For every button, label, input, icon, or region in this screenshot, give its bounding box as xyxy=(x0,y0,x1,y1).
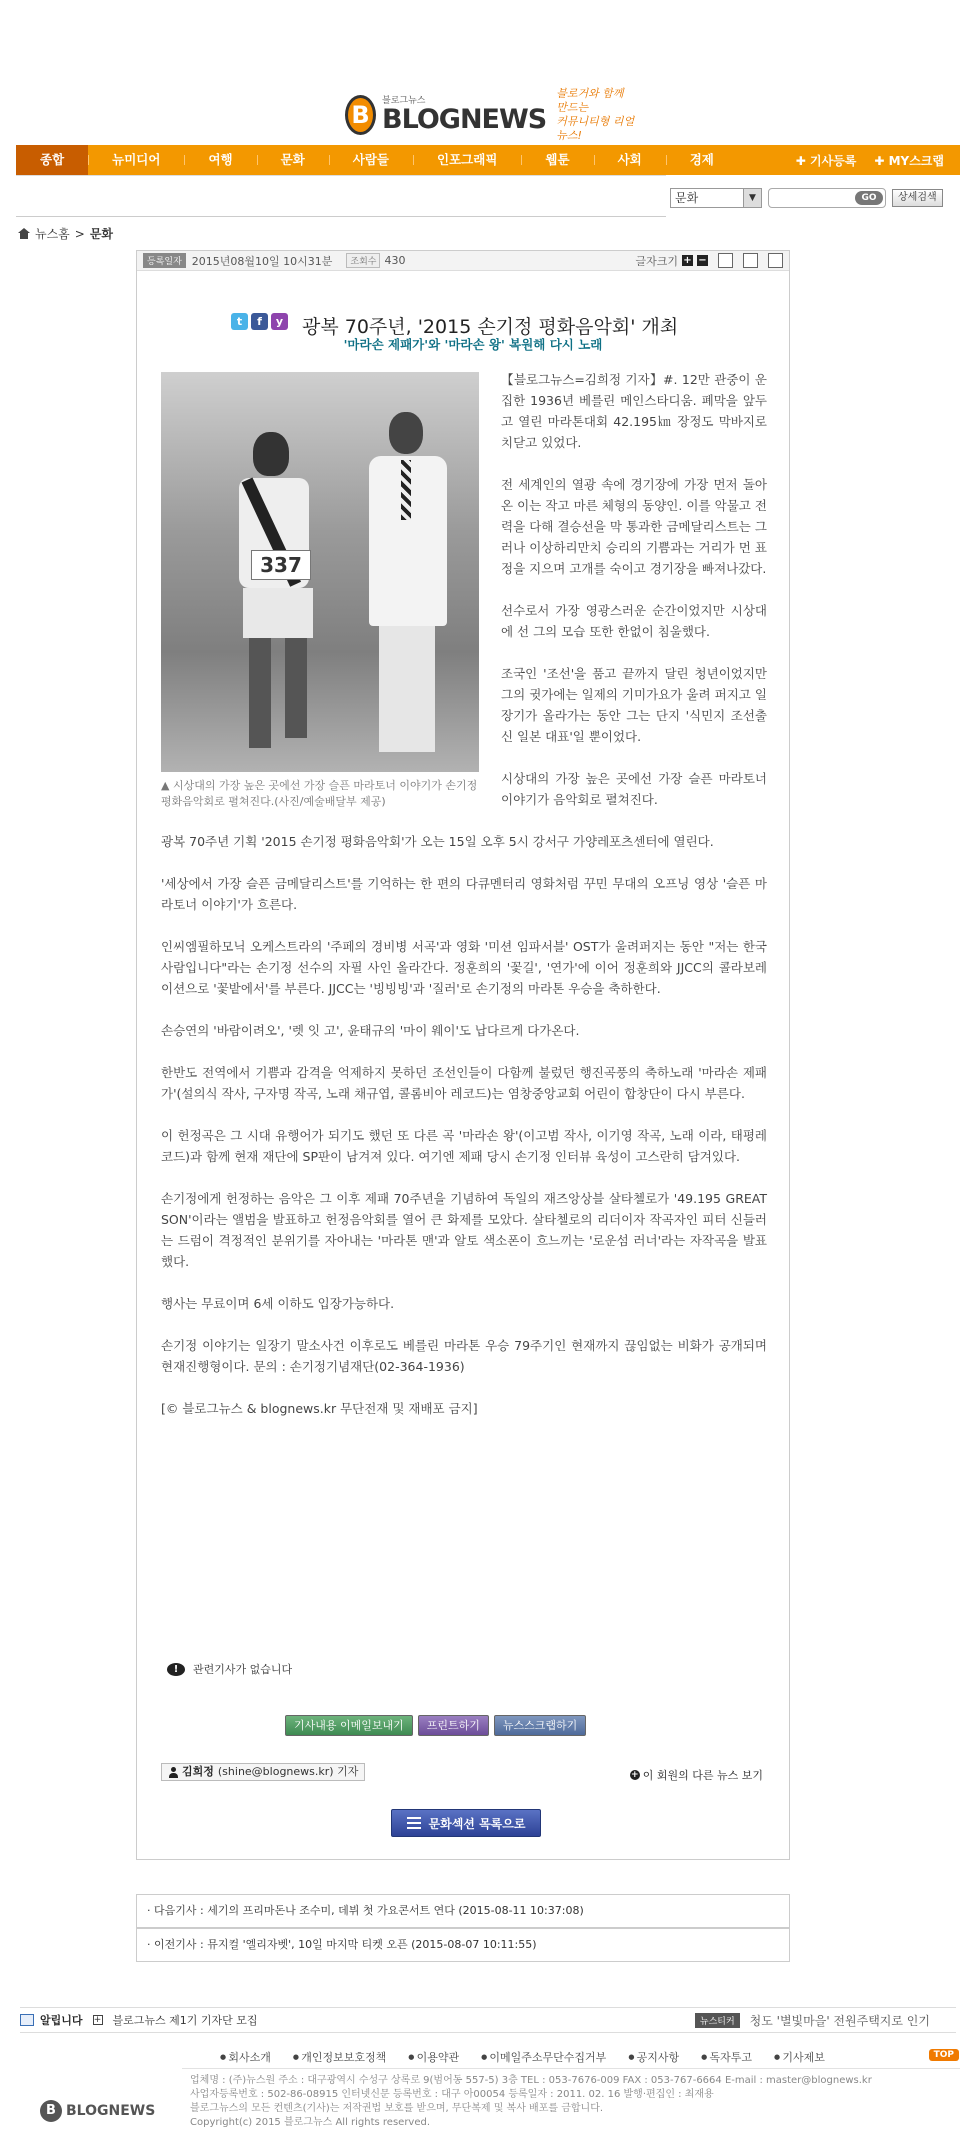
email-icon[interactable] xyxy=(718,253,733,268)
detail-search-button[interactable]: 상세검색 xyxy=(892,189,943,207)
register-article-link[interactable]: ✚ 기사등록 xyxy=(795,153,857,168)
paragraph: 손기정 이야기는 일장기 말소사건 이후로도 베를린 마라톤 우승 79주기인 현재까지 끊임없는 비화가 공개되며 현재진행형이다. 문의 : 손기정기념재단(02-364-1936) xyxy=(161,1338,767,1374)
footer-info: 업체명 : (주)뉴스원 주소 : 대구광역시 수성구 상록로 9(범어동 557-5) 3층 TEL : 053-7676-009 FAX : 053-767-6664 E-mail : master@blognews.kr 사업자등록번호 : 502-86-08915 인터넷신문 등록번호 : 대구 아00054 등록일자 : 2011. 02. 16 발행·편집인 : 최재용 블로그뉴스의 모든 컨텐츠(기사)는 저작권법 보호를 받으며, 무단복제 및 복사 배포를 금합니다. Copyright(c) 2015 블로그뉴스 All rights reserved. xyxy=(190,2075,872,2128)
person-icon xyxy=(168,1767,178,1778)
views-tag: 조회수 xyxy=(346,253,380,268)
footer-link-company[interactable]: ● 회사소개 xyxy=(220,2049,271,2065)
print-button[interactable]: 프린트하기 xyxy=(418,1715,489,1736)
nav-item-infographic[interactable]: 인포그래픽 xyxy=(413,145,521,175)
paragraph: 한반도 전역에서 기쁨과 감격을 억제하지 못하던 조선인들이 다함께 불렀던 행진곡풍의 축하노래 '마라손 제패가'(설의식 작사, 구자명 작곡, 노래 채규엽, 콜롬비아 레코드)는 염창중앙교회 어린이 합창단이 다시 부른다. xyxy=(161,1065,767,1101)
breadcrumb-current[interactable]: 문화 xyxy=(89,227,114,241)
paragraph: 조국인 '조선'을 품고 끝까지 달린 청년이었지만 그의 귓가에는 일제의 기미가요가 울려 퍼지고 일장기가 올라가는 동안 그는 단지 '식민지 조선출신 일본 대표'일 뿐이었다. xyxy=(501,666,767,744)
divider xyxy=(16,175,666,176)
home-icon xyxy=(18,228,30,239)
article-photo xyxy=(161,372,479,772)
more-news-link[interactable]: + 이 회원의 다른 뉴스 보기 xyxy=(630,1769,763,1782)
share-icon[interactable]: y xyxy=(271,313,288,330)
author-info xyxy=(161,1763,365,1781)
footer-link-email-policy[interactable]: ● 이메일주소무단수집거부 xyxy=(481,2049,606,2065)
divider xyxy=(182,2068,960,2069)
scrap-icon[interactable] xyxy=(768,253,783,268)
email-article-button[interactable]: 기사내용 이메일보내기 xyxy=(285,1715,413,1736)
plus-icon: + xyxy=(630,1770,639,1780)
facebook-icon[interactable]: f xyxy=(251,313,268,330)
article-date: 2015년08월10일 10시31분 xyxy=(191,254,333,268)
article-info-bar xyxy=(137,251,789,271)
font-decrease-icon[interactable]: − xyxy=(698,255,707,266)
my-scrap-link[interactable]: ✚ MY스크랩 xyxy=(874,153,944,168)
nav-item-society[interactable]: 사회 xyxy=(594,145,666,175)
ticker-tag: 뉴스티커 xyxy=(695,2013,740,2028)
main-nav xyxy=(16,145,960,175)
footer-link-notice[interactable]: ● 공지사항 xyxy=(628,2049,679,2065)
paragraph: 【블로그뉴스=김희정 기자】#. 12만 관중이 운집한 1936년 베를린 메인스타디움. 폐막을 앞두고 열린 마라톤대회 42.195㎞ 장정도 막바지로 치닫고 있었다. xyxy=(501,372,767,450)
go-button[interactable]: GO xyxy=(855,191,883,205)
logo-badge-icon: B xyxy=(345,95,376,135)
paragraph: '세상에서 가장 슬픈 금메달리스트'를 기억하는 한 편의 다큐멘터리 영화처럼 꾸민 무대의 오프닝 영상 '슬픈 마라토너 이야기'가 흐른다. xyxy=(161,876,767,912)
article-actions xyxy=(285,1715,586,1736)
nav-item-culture[interactable]: 문화 xyxy=(257,145,329,175)
twitter-icon[interactable]: t xyxy=(231,313,248,330)
search-bar xyxy=(670,188,943,208)
runner-figure xyxy=(221,432,331,752)
site-logo[interactable] xyxy=(345,87,635,142)
chevron-right-icon: > xyxy=(74,226,85,241)
logo-small-text: 블로그뉴스 xyxy=(382,96,426,106)
notice-label: 알립니다 xyxy=(40,2014,83,2027)
paragraph: 행사는 무료이며 6세 이하도 입장가능하다. xyxy=(161,1296,395,1311)
scrap-button[interactable]: 뉴스스크랩하기 xyxy=(494,1715,586,1736)
list-icon xyxy=(407,1817,421,1829)
title-area xyxy=(137,271,789,352)
author-name[interactable]: 김희정 xyxy=(182,1765,214,1778)
paragraph: 시상대의 가장 높은 곳에선 가장 슬픈 마라토너 이야기가 음악회로 펼쳐진다. xyxy=(501,771,767,807)
paragraph: 손승연의 '바람이려오', '렛 잇 고', 윤태규의 '마이 웨이'도 납다르게 다가온다. xyxy=(161,1023,580,1038)
author-email: (shine@blognews.kr) 기자 xyxy=(217,1765,359,1778)
logo-main-text: BLOGNEWS xyxy=(382,104,547,135)
divider xyxy=(16,216,666,217)
nav-item-webtoon[interactable]: 웹툰 xyxy=(521,145,593,175)
nav-item-newmedia[interactable]: 뉴미디어 xyxy=(88,145,184,175)
paragraph: 인씨엠필하모닉 오케스트라의 '주페의 경비병 서곡'과 영화 '미션 임파서블' OST가 울려퍼지는 동안 "저는 한국사람입니다"라는 손기정 선수의 자필 사인 올라간다. 정훈희의 '꽃길', '연가'에 이어 정훈희와 JJCC의 콜라보레이션으로 '꽃밭에서'를 부른다. JJCC는 '빙빙빙'과 '질러'로 손기정의 마라톤 우승을 축하한다. xyxy=(161,939,767,996)
next-article[interactable]: · 다음기사 : 세기의 프리마돈나 조수미, 데뷔 첫 가요콘서트 연다 (2015-08-11 10:37:08) xyxy=(136,1894,790,1928)
breadcrumb xyxy=(18,225,113,242)
font-increase-icon[interactable]: + xyxy=(683,255,692,266)
nav-item-travel[interactable]: 여행 xyxy=(184,145,256,175)
nav-item-people[interactable]: 사람들 xyxy=(329,145,413,175)
breadcrumb-home[interactable]: 뉴스홈 xyxy=(35,227,70,241)
search-input[interactable] xyxy=(768,188,886,208)
copyright-notice: [© 블로그뉴스 & blognews.kr 무단전재 및 재배포 금지] xyxy=(161,1401,478,1416)
chevron-down-icon: ▼ xyxy=(743,189,761,207)
views-count: 430 xyxy=(384,254,406,267)
paragraph: 이 헌정곡은 그 시대 유행어가 되기도 했던 또 다른 곡 '마라손 왕'(이고범 작사, 이기영 작곡, 노래 이라, 태평레코드)과 함께 현재 재단에 SP판이 남겨져 있다. 여기엔 제패 당시 손기정 인터뷰 육성이 고스란히 담겨있다. xyxy=(161,1128,767,1164)
font-size-label: 글자크기 xyxy=(635,254,678,268)
footer-links xyxy=(220,2049,825,2065)
footer-logo: B BLOGNEWS xyxy=(40,2100,155,2122)
notice-text[interactable]: 블로그뉴스 제1기 기자단 모집 xyxy=(112,2014,258,2027)
article-box xyxy=(136,250,790,1860)
print-icon[interactable] xyxy=(743,253,758,268)
article-body xyxy=(161,369,767,1440)
next-article-link[interactable]: 세기의 프리마돈나 조수미, 데뷔 첫 가요콘서트 연다 (2015-08-11 10:37:08) xyxy=(207,1904,584,1917)
date-tag: 등록일자 xyxy=(143,253,186,268)
prev-article-link[interactable]: 뮤지컬 '엘리자벳', 10일 마지막 티켓 오픈 (2015-08-07 10:11:55) xyxy=(207,1938,537,1951)
footer-link-terms[interactable]: ● 이용약관 xyxy=(408,2049,459,2065)
runner-bib: 337 xyxy=(251,550,311,580)
footer-link-contribute[interactable]: ● 독자투고 xyxy=(701,2049,752,2065)
back-to-list-button[interactable]: 문화섹션 목록으로 xyxy=(391,1809,541,1837)
paragraph: 선수로서 가장 영광스러운 순간이었지만 시상대에 선 그의 모습 또한 한없이 침울했다. xyxy=(501,603,767,639)
footer-link-tip[interactable]: ● 기사제보 xyxy=(774,2049,825,2065)
paragraph: 손기정에게 헌정하는 음악은 그 이후 제패 70주년을 기념하여 독일의 재즈앙상블 살타첼로가 '49.195 GREAT SON'이라는 앨범을 발표하고 헌정음악회를 열어 큰 화제를 모았다. 살타첼로의 리더이자 작곡자인 피터 신들러는 드럼이 격정적인 분위기를 자아내는 '마라톤 맨'과 알토 색소폰이 흐느끼는 '로운섬 러너'라는 자작곡을 발표했다. xyxy=(161,1191,767,1269)
paragraph: 전 세계인의 열광 속에 경기장에 가장 먼저 돌아온 이는 작고 마른 체형의 동양인. 이를 악물고 전력을 다해 결승선을 막 통과한 금메달리스트는 그러나 이상하리만치 승리의 기쁨과는 거리가 먼 표정을 지으며 고개를 숙이고 경기장을 빠져나갔다. xyxy=(501,477,767,576)
notice-bar xyxy=(20,2007,956,2033)
official-figure xyxy=(361,412,451,752)
article-headline: 광복 70주년, '2015 손기정 평화음악회' 개최 xyxy=(302,316,679,338)
top-button[interactable]: TOP xyxy=(929,2049,959,2061)
article-subhead: '마라손 제패가'와 '마라손 왕' 복원해 다시 노래 xyxy=(343,337,603,352)
news-ticker[interactable]: 청도 '별빛마을' 전원주택지로 인기 xyxy=(749,2013,930,2028)
notice-more-icon[interactable]: + xyxy=(93,2015,102,2025)
sns-share xyxy=(231,313,288,330)
speech-bubble-icon: ! xyxy=(167,1663,185,1676)
paragraph: 광복 70주년 기획 '2015 손기정 평화음악회'가 오는 15일 오후 5시 강서구 가양레포츠센터에 열린다. xyxy=(161,834,714,849)
section-select[interactable]: 문화 ▼ xyxy=(670,188,762,208)
logo-slogan: 블로거와 함께 만드는 커뮤니티형 리얼 뉴스! xyxy=(556,87,635,142)
prev-article[interactable]: · 이전기사 : 뮤지컬 '엘리자벳', 10일 마지막 티켓 오픈 (2015-08-07 10:11:55) xyxy=(136,1928,790,1962)
photo-caption: ▲ 시상대의 가장 높은 곳에선 가장 슬픈 마라토너 이야기가 손기정 평화음악회로 펼쳐진다.(사진/예술배달부 제공) xyxy=(161,779,478,808)
footer-link-privacy[interactable]: ● 개인정보보호정책 xyxy=(293,2049,386,2065)
related-articles: ! 관련기사가 없습니다 xyxy=(167,1661,292,1677)
nav-item-all[interactable]: 종합 xyxy=(16,145,88,175)
footer-logo-icon: B xyxy=(40,2100,62,2122)
notice-icon xyxy=(20,2014,34,2026)
photo-block xyxy=(161,372,483,810)
nav-item-economy[interactable]: 경제 xyxy=(666,145,738,175)
